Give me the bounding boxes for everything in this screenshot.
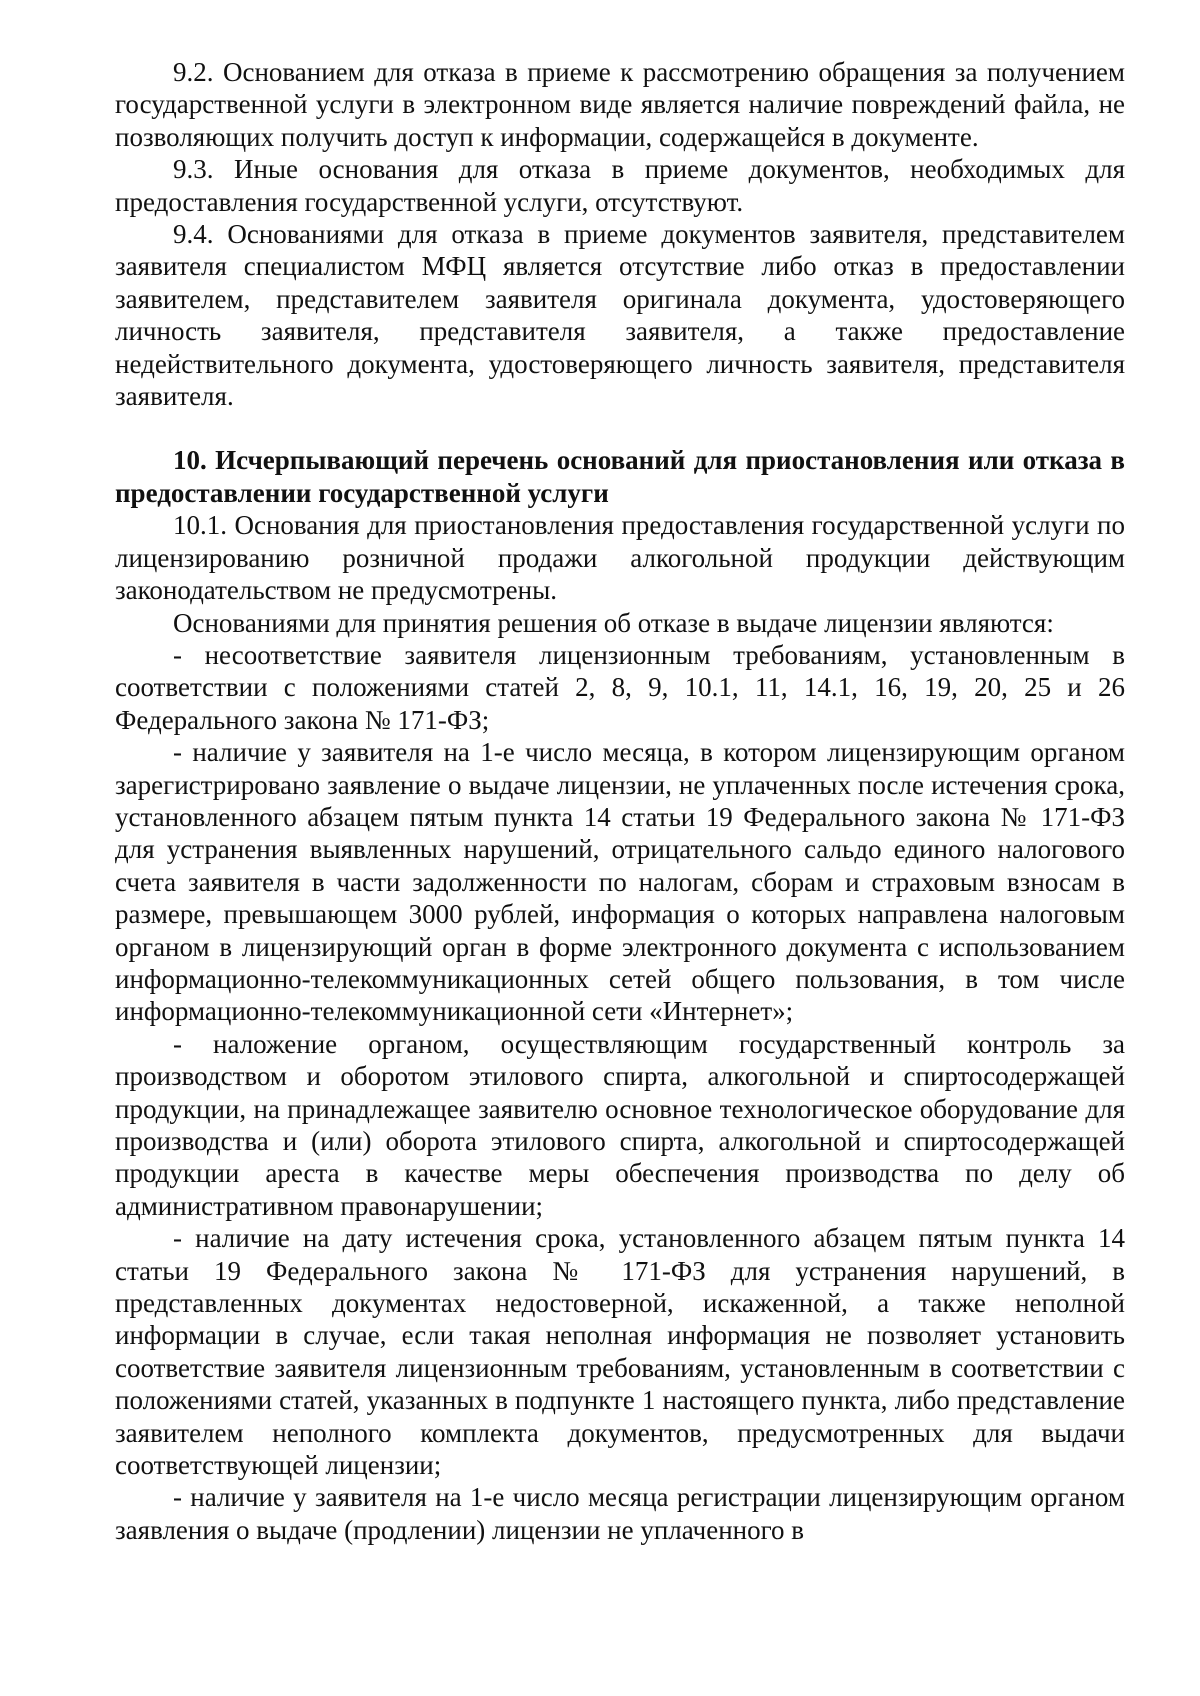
paragraph-9-4: 9.4. Основаниями для отказа в приеме документов заявителя, представителем заявителя специалистом МФЦ является отсутствие либо отказ в предоставлении заявителем, представителем заявителя оригинала документа, удостоверяющего личность заявителя, представителя заявителя, а также предоставление недействительного документа, удостоверяющего личность заявителя, представителя заявителя. [115,219,1125,412]
paragraph-10-1: 10.1. Основания для приостановления предоставления государственной услуги по лицензированию розничной продажи алкогольной продукции действующим законодательством не предусмотрены. [115,510,1125,606]
paragraph-refusal-intro: Основаниями для принятия решения об отказе в выдаче лицензии являются: [173,607,1054,638]
list-item-inaccurate-info: - наличие на дату истечения срока, установленного абзацем пятым пункта 14 статьи 19 Федерального закона № 171-ФЗ для устранения нарушений, в представленных документах недостоверной, искаженной, а также неполной информации в случае, если такая неполная информация не позволяет установить соответствие заявителя лицензионным требованиям, установленным в соответствии с положениями статей, указанных в подпункте 1 настоящего пункта, либо представление заявителем неполного комплекта документов, предусмотренных для выдачи соответствующей лицензии; [115,1223,1125,1481]
list-item-tax-debt: - наличие у заявителя на 1-е число месяца, в котором лицензирующим органом зарегистрировано заявление о выдаче лицензии, не уплаченных после истечения срока, установленного абзацем пятым пункта 14 статьи 19 Федерального закона № 171-ФЗ для устранения выявленных нарушений, отрицательного сальдо единого налогового счета заявителя в части задолженности по налогам, сборам и страховым взносам в размере, превышающем 3000 рублей, информация о которых направлена налоговым органом в лицензирующий орган в форме электронного документа с использованием информационно-телекоммуникационных сетей общего пользования, в том числе информационно-телекоммуникационной сети «Интернет»; [115,737,1125,1027]
paragraph-9-3: 9.3. Иные основания для отказа в приеме документов, необходимых для предоставления государственной услуги, отсутствуют. [115,154,1125,217]
list-item-unpaid-duty: - наличие у заявителя на 1-е число месяца регистрации лицензирующим органом заявления о выдаче (продлении) лицензии не уплаченного в [115,1482,1125,1545]
section-heading-10: 10. Исчерпывающий перечень оснований для приостановления или отказа в предоставлении государственной услуги [115,445,1125,508]
document-page [115,56,1125,1546]
paragraph-9-2: 9.2. Основанием для отказа в приеме к рассмотрению обращения за получением государственной услуги в электронном виде является наличие повреждений файла, не позволяющих получить доступ к информации, содержащейся в документе. [115,57,1125,152]
list-item-equipment-arrest: - наложение органом, осуществляющим государственный контроль за производством и оборотом этилового спирта, алкогольной и спиртосодержащей продукции, на принадлежащее заявителю основное технологическое оборудование для производства и (или) оборота этилового спирта, алкогольной и спиртосодержащей продукции ареста в качестве меры обеспечения производства по делу об административном правонарушении; [115,1028,1125,1221]
list-item-noncompliance: - несоответствие заявителя лицензионным требованиям, установленным в соответствии с положениями статей 2, 8, 9, 10.1, 11, 14.1, 16, 19, 20, 25 и 26 Федерального закона № 171-ФЗ; [115,639,1125,735]
